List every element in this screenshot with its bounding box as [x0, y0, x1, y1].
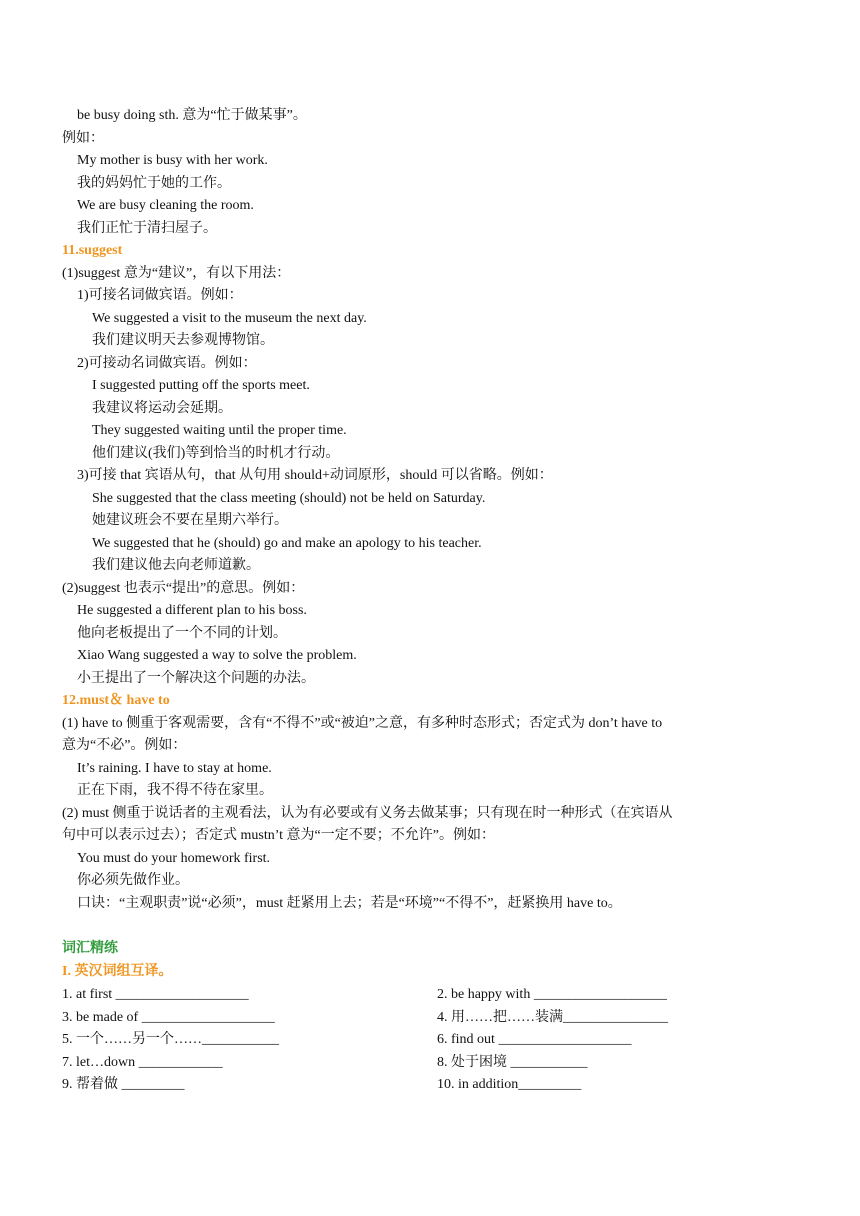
text-line: 你必须先做作业。	[77, 873, 189, 888]
text-line: She suggested that the class meeting (should) not be held on Saturday.	[92, 490, 486, 506]
text-line: (1) have to 侧重于客观需要，含有“不得不”或“被迫”之意，有多种时态形式；否定式为 don’t have to	[62, 715, 663, 731]
text-line: 我的妈妈忙于她的工作。	[77, 175, 231, 191]
text-line: 句中可以表示过去）；否定式 mustn’t 意为“一定不要；不允许”。例如：	[62, 828, 495, 843]
exercise-item: 8. 处于困境 ___________	[437, 1054, 588, 1070]
exercise-part-title: I. 英汉词组互译。	[62, 964, 173, 979]
section-heading: 12.must＆ have to	[62, 693, 170, 708]
exercise-item: 5. 一个……另一个……___________	[62, 1032, 279, 1047]
text-line: We are busy cleaning the room.	[77, 198, 254, 213]
text-line: (2)suggest 也表示“提出”的意思。例如：	[62, 580, 305, 596]
text-line: 我们正忙于清扫屋子。	[77, 220, 217, 236]
text-line: 我建议将运动会延期。	[92, 400, 232, 416]
exercise-item: 7. let…down ____________	[62, 1054, 223, 1070]
text-line: 1)可接名词做宾语。例如：	[77, 288, 243, 303]
text-line: 他向老板提出了一个不同的计划。	[77, 625, 287, 641]
text-line: 意为“不必”。例如：	[62, 738, 187, 753]
text-line: He suggested a different plan to his boss.	[77, 603, 307, 618]
text-line: 口诀：“主观职责”说“必须”，must 赶紧用上去；若是“环境”“不得不”，赶紧换用 have to。	[77, 895, 622, 911]
exercise-item: 4. 用……把……装满_______________	[437, 1009, 668, 1025]
text-line: (1)suggest 意为“建议”，有以下用法：	[62, 265, 291, 281]
text-line: My mother is busy with her work.	[77, 153, 268, 168]
text-line: (2) must 侧重于说话者的主观看法，认为有必要或有义务去做某事；只有现在时一种形式（在宾语从	[62, 805, 673, 821]
section-heading: 11.suggest	[62, 243, 123, 258]
exercise-item: 2. be happy with ___________________	[437, 987, 667, 1002]
text-line: 例如：	[62, 130, 104, 146]
text-line: 小王提出了一个解决这个问题的办法。	[77, 670, 315, 686]
exercise-item: 6. find out ___________________	[437, 1032, 632, 1047]
text-line: You must do your homework first.	[77, 850, 271, 866]
text-line: 我们建议他去向老师道歉。	[92, 558, 260, 573]
text-line: 她建议班会不要在星期六举行。	[92, 513, 288, 528]
text-line: They suggested waiting until the proper time.	[92, 423, 347, 438]
text-line: 2)可接动名词做宾语。例如：	[77, 355, 257, 371]
text-line: be busy doing sth. 意为“忙于做某事”。	[77, 108, 307, 123]
text-line: I suggested putting off the sports meet.	[92, 378, 310, 393]
exercise-item: 1. at first ___________________	[62, 987, 249, 1002]
text-line: We suggested a visit to the museum the next day.	[92, 310, 367, 326]
section-title: 词汇精练	[62, 941, 118, 956]
text-line: It’s raining. I have to stay at home.	[77, 760, 272, 776]
text-line: 3)可接 that 宾语从句，that 从句用 should+动词原形，should 可以省略。例如：	[77, 468, 553, 483]
exercise-item: 10. in addition_________	[437, 1077, 582, 1092]
text-line: Xiao Wang suggested a way to solve the problem.	[77, 648, 357, 663]
text-line: We suggested that he (should) go and make an apology to his teacher.	[92, 535, 482, 551]
text-line: 他们建议(我们)等到恰当的时机才行动。	[92, 445, 340, 461]
text-line: 我们建议明天去参观博物馆。	[92, 333, 274, 348]
exercise-item: 3. be made of ___________________	[62, 1009, 275, 1025]
text-line: 正在下雨，我不得不待在家里。	[77, 783, 273, 798]
exercise-item: 9. 帮着做 _________	[62, 1077, 185, 1092]
